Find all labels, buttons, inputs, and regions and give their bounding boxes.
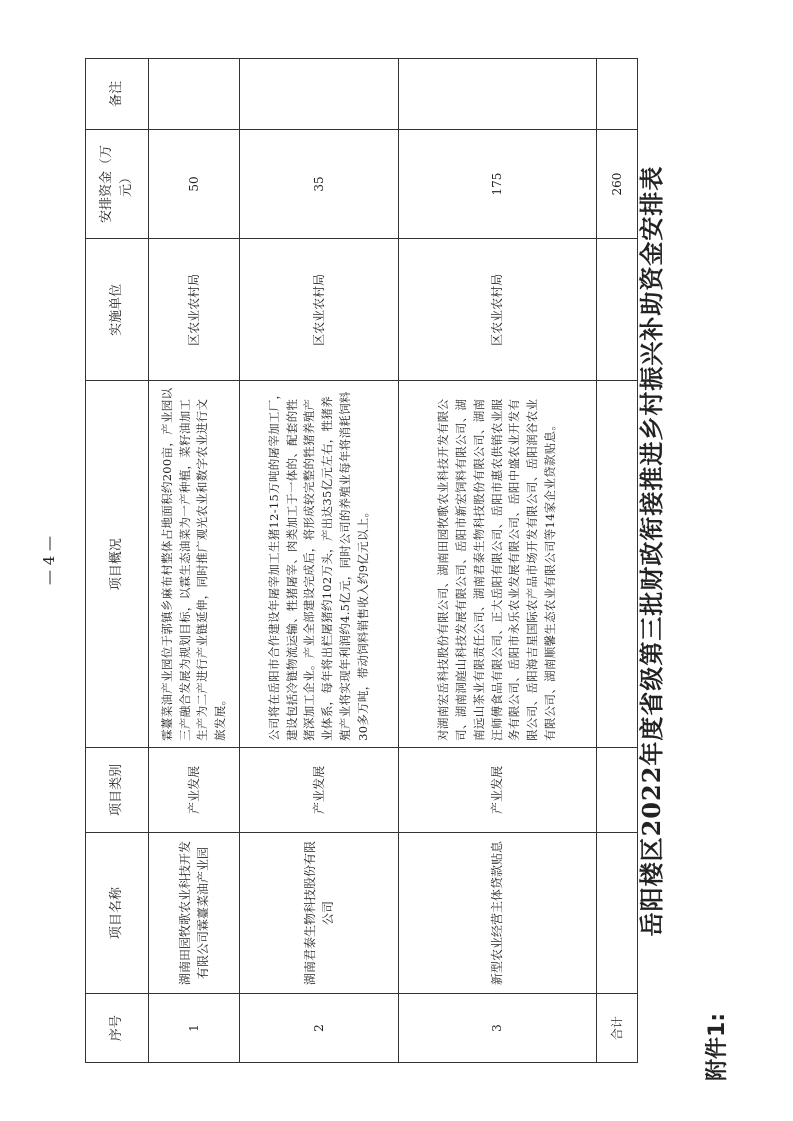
total-empty [597, 747, 638, 832]
row-unit: 区农业农村局 [240, 239, 399, 381]
row-name: 新型农业经营主体贷款贴息 [398, 832, 596, 993]
row-note [240, 59, 399, 130]
row-amount: 175 [398, 129, 596, 238]
row-no: 1 [149, 994, 240, 1063]
header-name: 项目名称 [86, 832, 149, 993]
table-header-row [86, 59, 149, 1063]
row-unit: 区农业农村局 [149, 239, 240, 381]
row-desc: 对湖南宏岳科技股份有限公司、湖南田园牧歌农业科技开发有限公司、湖南洞庭山科技发展有限公司、岳阳市新宏饲料有限公司、湖南远山茶业有限责任公司、湖南君泰生物科技股份有限公司、湖南汪师傅食品有限公司、正大岳阳有限公司、岳阳市惠农供销农业服务有限公司、岳阳市永乐农业发展有限公司、岳阳中盛农业开发有限公司、岳阳海吉星国际农产品市场开发有限公司、岳阳润谷农业有限公司、湖南顺馨生态农业有限公司等14家企业贷款贴息。 [398, 381, 596, 747]
total-empty [597, 59, 638, 130]
total-label: 合计 [597, 994, 638, 1063]
header-type: 项目类别 [86, 747, 149, 832]
row-type: 产业发展 [240, 747, 399, 832]
row-unit: 区农业农村局 [398, 239, 596, 381]
total-empty [597, 381, 638, 747]
header-no: 序号 [86, 994, 149, 1063]
row-type: 产业发展 [149, 747, 240, 832]
table-row [398, 59, 596, 1063]
row-desc: 霖薹菜油产业园位于郭镇乡麻布村整体占地面积约200亩，产业园以三产融合发展为规划目标，以霖生态油菜为一产种植，菜籽油加工生产为二产进行产业链延伸，同时推广观光农业和数字农业进行文旅发展。 [149, 381, 240, 747]
table-row [149, 59, 240, 1063]
page-number: — 4 — [40, 535, 58, 586]
total-row [597, 59, 638, 1063]
row-amount: 50 [149, 129, 240, 238]
header-unit: 实施单位 [86, 239, 149, 381]
attachment-label: 附件1: [705, 1012, 730, 1081]
document-title: 岳阳楼区2022年度省级第三批财政衔接推进乡村振兴补助资金安排表 [637, 165, 666, 937]
total-empty [597, 239, 638, 381]
row-note [398, 59, 596, 130]
row-type: 产业发展 [398, 747, 596, 832]
header-amount: 安排资金（万元） [86, 129, 149, 238]
row-amount: 35 [240, 129, 399, 238]
header-desc: 项目概况 [86, 381, 149, 747]
table-row [240, 59, 399, 1063]
funding-table [85, 58, 638, 1063]
row-no: 2 [240, 994, 399, 1063]
row-desc: 公司将在岳阳市合作建设年屠宰加工生猪12-15万吨的屠宰加工厂，建设包括冷链物流运输、牲猪屠宰、肉类加工于一体的、配套的牲猪深加工企业。产业全部建设完成后，将形成较完整的牲猪养殖产业体系，每年将出栏屠猪约102万头，产出达35亿元左右，牲猪养殖产业将实现年利润约4.5亿元，同时公司的养殖业每年将消耗饲料30多万吨，带动饲料销售收入约9亿元以上。 [240, 381, 399, 747]
row-note [149, 59, 240, 130]
row-name: 湖南君泰生物科技股份有限公司 [240, 832, 399, 993]
row-name: 湖南田园牧歌农业科技开发有限公司霖薹菜油产业园 [149, 832, 240, 993]
header-note: 备注 [86, 59, 149, 130]
row-no: 3 [398, 994, 596, 1063]
total-empty [597, 832, 638, 993]
total-amount: 260 [597, 129, 638, 238]
